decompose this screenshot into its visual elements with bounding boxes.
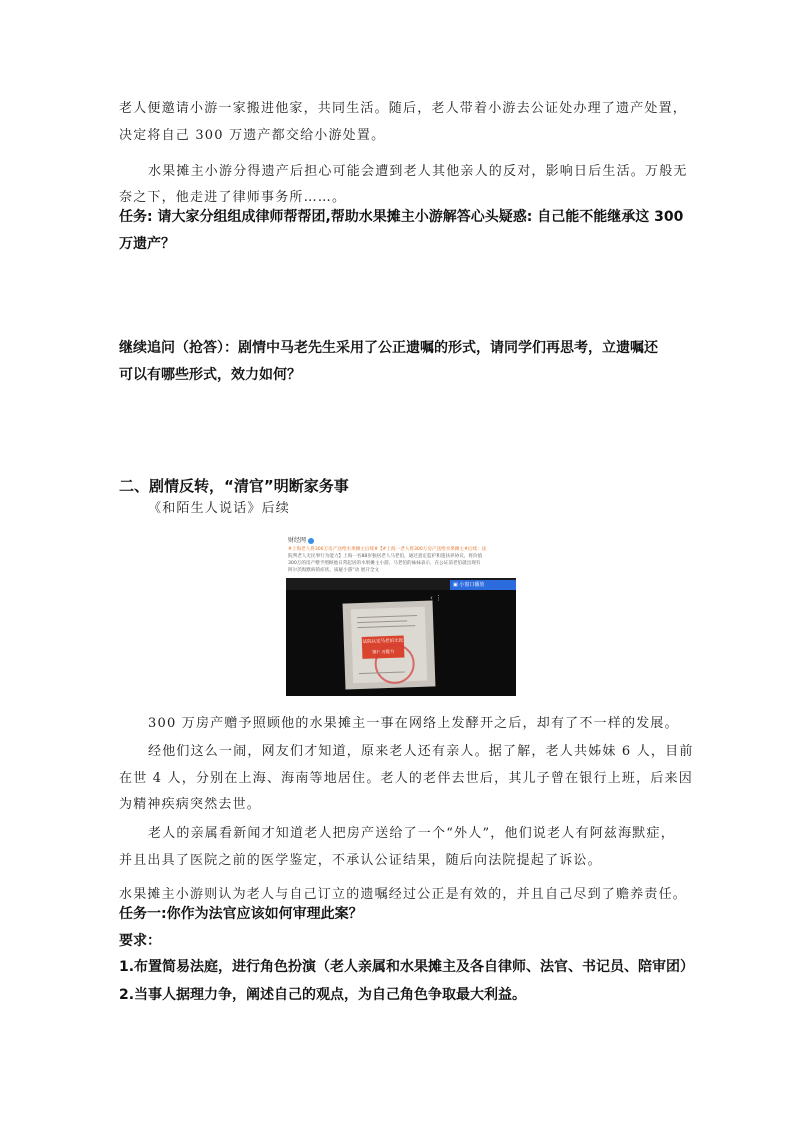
doc-text-line	[357, 620, 407, 623]
story2-para1: 300 万房产赠予照顾他的水果摊主一事在网络上发酵开之后，却有了不一样的发展。	[148, 716, 679, 731]
story2-para3-line1: 老人的亲属看新闻才知道老人把房产送给了一个“外人”，他们说老人有阿兹海默症，	[148, 826, 675, 841]
news-screenshot	[286, 534, 516, 696]
mini-window-button[interactable]: ▣ 小窗口播放	[450, 580, 516, 590]
requirement-1: 1.布置简易法庭，进行角色扮演（老人亲属和水果摊主及各自律师、法官、书记员、陪审团）	[119, 959, 695, 975]
story2-para3-line2: 并且出具了医院之前的医学鉴定，不承认公证结果，随后向法院提起了诉讼。	[119, 853, 602, 868]
story-para1-line2: 决定将自己 300 万遗产都交给小游处置。	[119, 128, 386, 143]
task2-title: 任务一:你作为法官应该如何审理此案？	[119, 906, 363, 922]
court-document-image	[343, 600, 436, 689]
task-line2: 万遗产？	[119, 236, 175, 252]
section-heading: 二、剧情反转，“清官”明断家务事	[119, 477, 349, 495]
story-para2-line1: 水果摊主小游分得遗产后担心可能会遭到老人其他亲人的反对，影响日后生活。万般无	[148, 164, 688, 179]
story-para1-line1: 老人便邀请小游一家搬进他家，共同生活。随后，老人带着小游去公证处办理了遗产处置，	[119, 101, 688, 116]
news-line4: 阿尔茨海默病的症状，质疑小游“动 展开全文	[288, 568, 380, 573]
requirements-heading: 要求：	[119, 933, 161, 949]
task-line1: 任务: 请大家分组组成律师帮帮团,帮助水果摊主小游解答心头疑惑: 自己能不能继承这 300	[119, 209, 684, 225]
document-page	[351, 607, 428, 684]
story2-para2-line1: 经他们这么一闹，网友们才知道，原来老人还有亲人。据了解，老人共姊妹 6 人，目前	[148, 744, 694, 759]
news-line3: 300万的房产赠予照顾他日常起居的水果摊主小游。马老伯的妹妹表示，在公证前老伯就出现有	[288, 561, 481, 566]
doc-text-line	[357, 625, 415, 628]
story-para2-line2: 奈之下，他走进了律师事务所……。	[119, 190, 347, 205]
section-subtitle: 《和陌生人说话》后续	[148, 501, 291, 516]
followup-line2: 可以有哪些形式，效力如何？	[119, 367, 301, 383]
news-source	[288, 535, 314, 544]
followup-line1: 继续追问（抢答）：剧情中马老先生采用了公正遗嘱的形式，请同学们再思考，立遗嘱还	[119, 340, 658, 356]
news-line2: 院判老人无民事行为能力】上海一名88岁独居老人马老伯，通过意定监护和遗扶养协议，将价值	[288, 554, 483, 559]
news-source-name: 财经网	[288, 537, 307, 544]
doc-caption-badge: 法院认定马老伯无民事行为能力	[362, 635, 405, 658]
doc-text-line	[357, 615, 417, 618]
requirement-2: 2.当事人据理力争，阐述自己的观点，为自己角色争取最大利益。	[119, 987, 527, 1003]
news-header	[286, 534, 516, 578]
story2-para2-line2: 在世 4 人，分别在上海、海南等地居住。老人的老伴去世后，其儿子曾在银行上班，后来因	[119, 771, 693, 786]
video-control-icons: ‹ ⋮	[430, 594, 443, 602]
verified-icon	[308, 538, 314, 544]
story2-para2-line3: 为精神疾病突然去世。	[119, 797, 262, 812]
news-line1: #上海老人将300万房产送给水果摊主后续#【#上海一老人将300万房产送给水果摊主#后续：法	[288, 547, 487, 552]
story2-para4: 水果摊主小游则认为老人与自己订立的遗嘱经过公正是有效的，并且自己尽到了赡养责任。	[119, 887, 688, 902]
official-seal-icon	[374, 643, 415, 684]
mini-window-label: 小窗口播放	[459, 582, 485, 588]
news-video	[286, 578, 516, 696]
